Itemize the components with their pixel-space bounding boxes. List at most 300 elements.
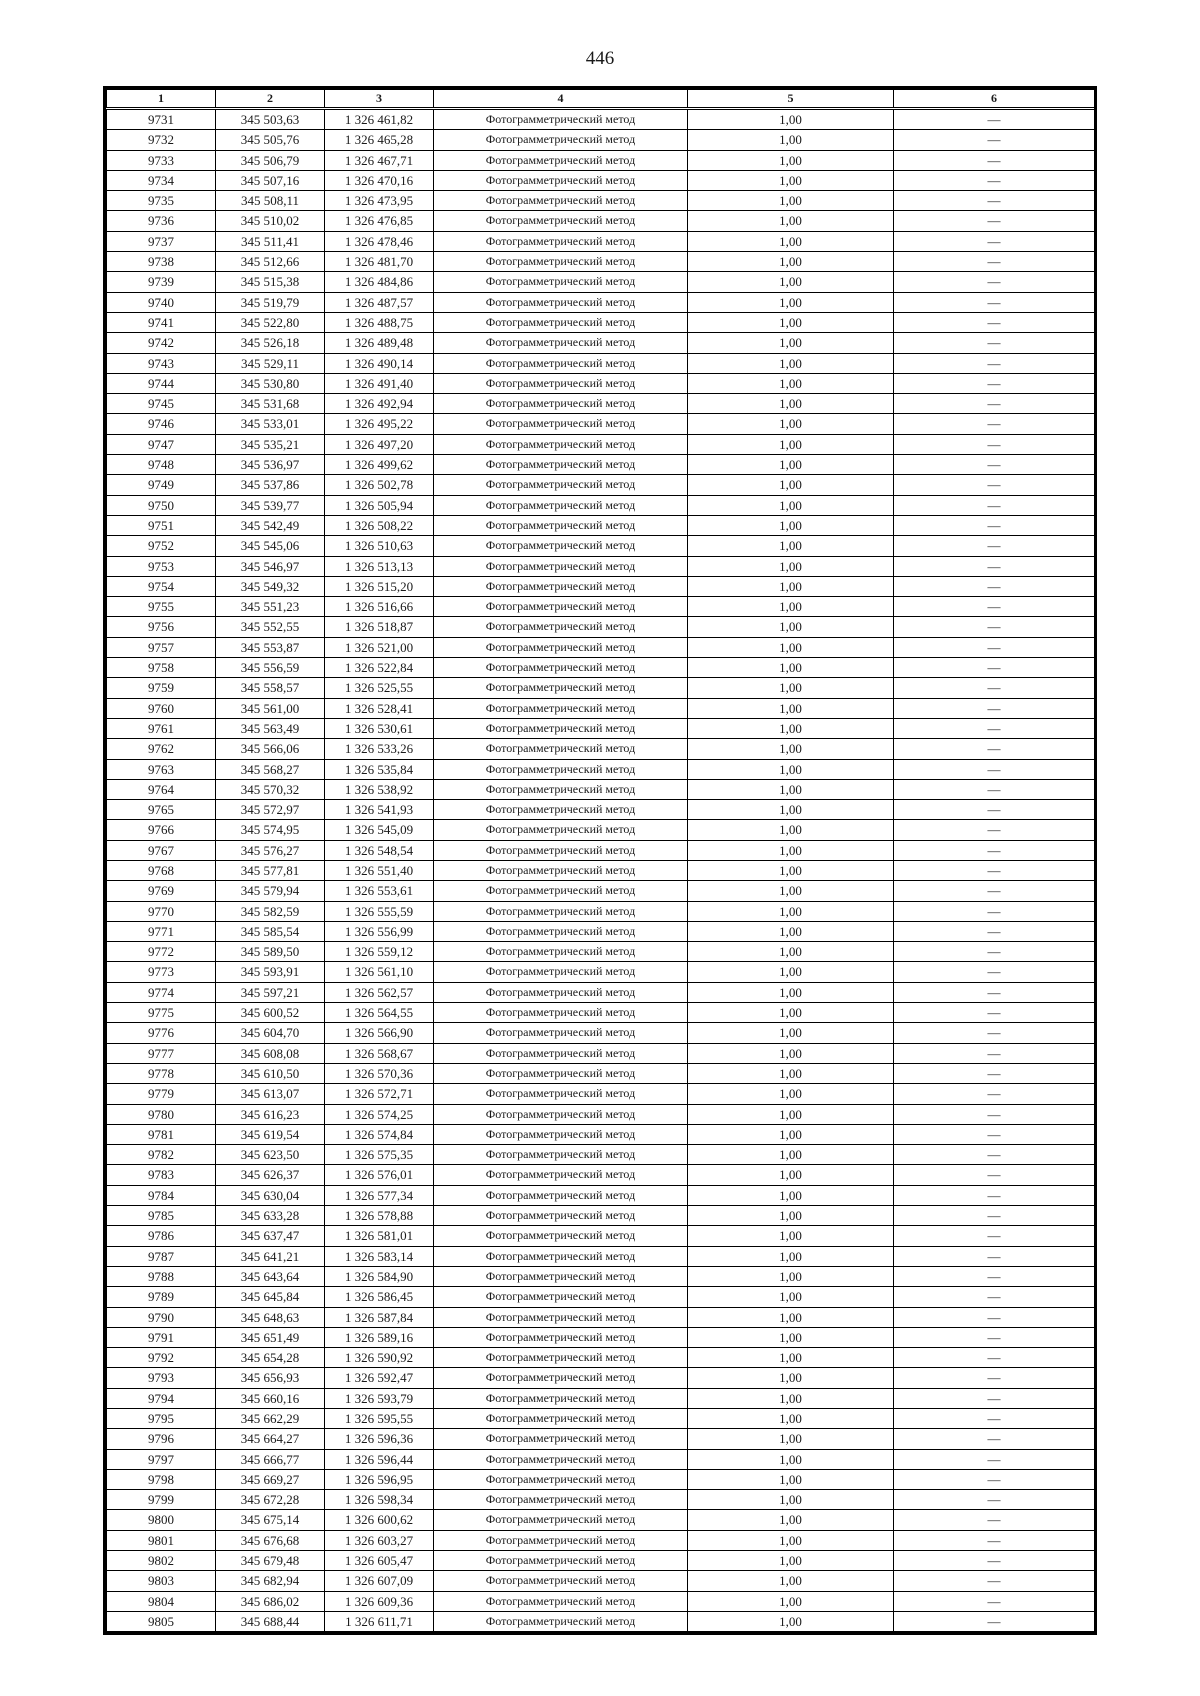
x-coordinate-cell: 345 506,79 xyxy=(216,150,325,170)
point-number-cell: 9789 xyxy=(107,1287,216,1307)
table-row xyxy=(107,1327,1095,1347)
y-coordinate-cell: 1 326 559,12 xyxy=(325,942,434,962)
note-cell: — xyxy=(894,191,1095,211)
y-coordinate-cell: 1 326 596,44 xyxy=(325,1449,434,1469)
note-cell: — xyxy=(894,1469,1095,1489)
note-cell: — xyxy=(894,312,1095,332)
method-cell: Фотограмметрический метод xyxy=(434,1490,688,1510)
table-row xyxy=(107,394,1095,414)
note-cell: — xyxy=(894,1185,1095,1205)
method-cell: Фотограмметрический метод xyxy=(434,800,688,820)
y-coordinate-cell: 1 326 589,16 xyxy=(325,1327,434,1347)
accuracy-cell: 1,00 xyxy=(688,1368,894,1388)
method-cell: Фотограмметрический метод xyxy=(434,272,688,292)
method-cell: Фотограмметрический метод xyxy=(434,678,688,698)
method-cell: Фотограмметрический метод xyxy=(434,1327,688,1347)
table-row xyxy=(107,1551,1095,1571)
accuracy-cell: 1,00 xyxy=(688,109,894,130)
method-cell: Фотограмметрический метод xyxy=(434,1348,688,1368)
y-coordinate-cell: 1 326 465,28 xyxy=(325,130,434,150)
table-row xyxy=(107,333,1095,353)
x-coordinate-cell: 345 542,49 xyxy=(216,515,325,535)
table-row xyxy=(107,698,1095,718)
accuracy-cell: 1,00 xyxy=(688,455,894,475)
x-coordinate-cell: 345 664,27 xyxy=(216,1429,325,1449)
method-cell: Фотограмметрический метод xyxy=(434,455,688,475)
method-cell: Фотограмметрический метод xyxy=(434,718,688,738)
point-number-cell: 9747 xyxy=(107,434,216,454)
method-cell: Фотограмметрический метод xyxy=(434,170,688,190)
accuracy-cell: 1,00 xyxy=(688,1388,894,1408)
accuracy-cell: 1,00 xyxy=(688,942,894,962)
note-cell: — xyxy=(894,1023,1095,1043)
method-cell: Фотограмметрический метод xyxy=(434,109,688,130)
y-coordinate-cell: 1 326 568,67 xyxy=(325,1043,434,1063)
x-coordinate-cell: 345 510,02 xyxy=(216,211,325,231)
y-coordinate-cell: 1 326 583,14 xyxy=(325,1246,434,1266)
point-number-cell: 9758 xyxy=(107,658,216,678)
table-row xyxy=(107,1591,1095,1611)
point-number-cell: 9738 xyxy=(107,252,216,272)
table-row xyxy=(107,191,1095,211)
point-number-cell: 9794 xyxy=(107,1388,216,1408)
x-coordinate-cell: 345 613,07 xyxy=(216,1084,325,1104)
point-number-cell: 9773 xyxy=(107,962,216,982)
y-coordinate-cell: 1 326 548,54 xyxy=(325,840,434,860)
table-row xyxy=(107,1003,1095,1023)
method-cell: Фотограмметрический метод xyxy=(434,739,688,759)
y-coordinate-cell: 1 326 576,01 xyxy=(325,1165,434,1185)
accuracy-cell: 1,00 xyxy=(688,495,894,515)
method-cell: Фотограмметрический метод xyxy=(434,597,688,617)
x-coordinate-cell: 345 566,06 xyxy=(216,739,325,759)
note-cell: — xyxy=(894,678,1095,698)
accuracy-cell: 1,00 xyxy=(688,414,894,434)
y-coordinate-cell: 1 326 484,86 xyxy=(325,272,434,292)
accuracy-cell: 1,00 xyxy=(688,394,894,414)
table-row xyxy=(107,1226,1095,1246)
y-coordinate-cell: 1 326 545,09 xyxy=(325,820,434,840)
method-cell: Фотограмметрический метод xyxy=(434,1246,688,1266)
note-cell: — xyxy=(894,455,1095,475)
note-cell: — xyxy=(894,597,1095,617)
method-cell: Фотограмметрический метод xyxy=(434,536,688,556)
x-coordinate-cell: 345 619,54 xyxy=(216,1124,325,1144)
point-number-cell: 9803 xyxy=(107,1571,216,1591)
y-coordinate-cell: 1 326 516,66 xyxy=(325,597,434,617)
x-coordinate-cell: 345 503,63 xyxy=(216,109,325,130)
point-number-cell: 9746 xyxy=(107,414,216,434)
x-coordinate-cell: 345 508,11 xyxy=(216,191,325,211)
accuracy-cell: 1,00 xyxy=(688,1003,894,1023)
x-coordinate-cell: 345 570,32 xyxy=(216,779,325,799)
accuracy-cell: 1,00 xyxy=(688,1510,894,1530)
note-cell: — xyxy=(894,637,1095,657)
point-number-cell: 9748 xyxy=(107,455,216,475)
x-coordinate-cell: 345 533,01 xyxy=(216,414,325,434)
point-number-cell: 9751 xyxy=(107,515,216,535)
column-header-2: 2 xyxy=(216,90,325,109)
accuracy-cell: 1,00 xyxy=(688,1104,894,1124)
point-number-cell: 9787 xyxy=(107,1246,216,1266)
x-coordinate-cell: 345 549,32 xyxy=(216,576,325,596)
x-coordinate-cell: 345 676,68 xyxy=(216,1530,325,1550)
point-number-cell: 9770 xyxy=(107,901,216,921)
table-row xyxy=(107,759,1095,779)
accuracy-cell: 1,00 xyxy=(688,1490,894,1510)
x-coordinate-cell: 345 597,21 xyxy=(216,982,325,1002)
note-cell: — xyxy=(894,800,1095,820)
note-cell: — xyxy=(894,170,1095,190)
note-cell: — xyxy=(894,1591,1095,1611)
point-number-cell: 9796 xyxy=(107,1429,216,1449)
point-number-cell: 9745 xyxy=(107,394,216,414)
accuracy-cell: 1,00 xyxy=(688,820,894,840)
x-coordinate-cell: 345 656,93 xyxy=(216,1368,325,1388)
note-cell: — xyxy=(894,1429,1095,1449)
point-number-cell: 9793 xyxy=(107,1368,216,1388)
y-coordinate-cell: 1 326 570,36 xyxy=(325,1063,434,1083)
x-coordinate-cell: 345 623,50 xyxy=(216,1145,325,1165)
accuracy-cell: 1,00 xyxy=(688,353,894,373)
x-coordinate-cell: 345 579,94 xyxy=(216,881,325,901)
x-coordinate-cell: 345 633,28 xyxy=(216,1206,325,1226)
x-coordinate-cell: 345 522,80 xyxy=(216,312,325,332)
y-coordinate-cell: 1 326 505,94 xyxy=(325,495,434,515)
y-coordinate-cell: 1 326 508,22 xyxy=(325,515,434,535)
accuracy-cell: 1,00 xyxy=(688,1327,894,1347)
y-coordinate-cell: 1 326 590,92 xyxy=(325,1348,434,1368)
accuracy-cell: 1,00 xyxy=(688,252,894,272)
y-coordinate-cell: 1 326 470,16 xyxy=(325,170,434,190)
accuracy-cell: 1,00 xyxy=(688,312,894,332)
accuracy-cell: 1,00 xyxy=(688,231,894,251)
table-row xyxy=(107,617,1095,637)
table-row xyxy=(107,1206,1095,1226)
accuracy-cell: 1,00 xyxy=(688,658,894,678)
table-row xyxy=(107,109,1095,130)
table-row xyxy=(107,292,1095,312)
y-coordinate-cell: 1 326 492,94 xyxy=(325,394,434,414)
method-cell: Фотограмметрический метод xyxy=(434,759,688,779)
y-coordinate-cell: 1 326 541,93 xyxy=(325,800,434,820)
y-coordinate-cell: 1 326 577,34 xyxy=(325,1185,434,1205)
table-row xyxy=(107,556,1095,576)
method-cell: Фотограмметрический метод xyxy=(434,1591,688,1611)
accuracy-cell: 1,00 xyxy=(688,1206,894,1226)
point-number-cell: 9786 xyxy=(107,1226,216,1246)
accuracy-cell: 1,00 xyxy=(688,962,894,982)
x-coordinate-cell: 345 572,97 xyxy=(216,800,325,820)
point-number-cell: 9797 xyxy=(107,1449,216,1469)
point-number-cell: 9743 xyxy=(107,353,216,373)
note-cell: — xyxy=(894,617,1095,637)
method-cell: Фотограмметрический метод xyxy=(434,1145,688,1165)
note-cell: — xyxy=(894,150,1095,170)
x-coordinate-cell: 345 558,57 xyxy=(216,678,325,698)
x-coordinate-cell: 345 545,06 xyxy=(216,536,325,556)
point-number-cell: 9742 xyxy=(107,333,216,353)
table-row xyxy=(107,312,1095,332)
x-coordinate-cell: 345 519,79 xyxy=(216,292,325,312)
table-row xyxy=(107,840,1095,860)
x-coordinate-cell: 345 553,87 xyxy=(216,637,325,657)
table-row xyxy=(107,800,1095,820)
note-cell: — xyxy=(894,820,1095,840)
point-number-cell: 9757 xyxy=(107,637,216,657)
y-coordinate-cell: 1 326 575,35 xyxy=(325,1145,434,1165)
note-cell: — xyxy=(894,394,1095,414)
method-cell: Фотограмметрический метод xyxy=(434,1571,688,1591)
accuracy-cell: 1,00 xyxy=(688,637,894,657)
x-coordinate-cell: 345 511,41 xyxy=(216,231,325,251)
note-cell: — xyxy=(894,1530,1095,1550)
method-cell: Фотограмметрический метод xyxy=(434,1551,688,1571)
note-cell: — xyxy=(894,1368,1095,1388)
point-number-cell: 9801 xyxy=(107,1530,216,1550)
point-number-cell: 9805 xyxy=(107,1611,216,1631)
accuracy-cell: 1,00 xyxy=(688,800,894,820)
accuracy-cell: 1,00 xyxy=(688,1165,894,1185)
table-row xyxy=(107,637,1095,657)
accuracy-cell: 1,00 xyxy=(688,272,894,292)
note-cell: — xyxy=(894,373,1095,393)
note-cell: — xyxy=(894,353,1095,373)
y-coordinate-cell: 1 326 490,14 xyxy=(325,353,434,373)
note-cell: — xyxy=(894,292,1095,312)
point-number-cell: 9795 xyxy=(107,1409,216,1429)
y-coordinate-cell: 1 326 487,57 xyxy=(325,292,434,312)
y-coordinate-cell: 1 326 518,87 xyxy=(325,617,434,637)
accuracy-cell: 1,00 xyxy=(688,617,894,637)
point-number-cell: 9752 xyxy=(107,536,216,556)
y-coordinate-cell: 1 326 488,75 xyxy=(325,312,434,332)
note-cell: — xyxy=(894,759,1095,779)
table-row xyxy=(107,373,1095,393)
accuracy-cell: 1,00 xyxy=(688,840,894,860)
point-number-cell: 9790 xyxy=(107,1307,216,1327)
method-cell: Фотограмметрический метод xyxy=(434,1226,688,1246)
method-cell: Фотограмметрический метод xyxy=(434,1124,688,1144)
y-coordinate-cell: 1 326 521,00 xyxy=(325,637,434,657)
table-row xyxy=(107,1409,1095,1429)
method-cell: Фотограмметрический метод xyxy=(434,353,688,373)
method-cell: Фотограмметрический метод xyxy=(434,1469,688,1489)
x-coordinate-cell: 345 675,14 xyxy=(216,1510,325,1530)
y-coordinate-cell: 1 326 564,55 xyxy=(325,1003,434,1023)
accuracy-cell: 1,00 xyxy=(688,1145,894,1165)
note-cell: — xyxy=(894,1165,1095,1185)
method-cell: Фотограмметрический метод xyxy=(434,495,688,515)
x-coordinate-cell: 345 507,16 xyxy=(216,170,325,190)
x-coordinate-cell: 345 608,08 xyxy=(216,1043,325,1063)
x-coordinate-cell: 345 531,68 xyxy=(216,394,325,414)
point-number-cell: 9775 xyxy=(107,1003,216,1023)
accuracy-cell: 1,00 xyxy=(688,130,894,150)
x-coordinate-cell: 345 552,55 xyxy=(216,617,325,637)
method-cell: Фотограмметрический метод xyxy=(434,982,688,1002)
x-coordinate-cell: 345 568,27 xyxy=(216,759,325,779)
accuracy-cell: 1,00 xyxy=(688,1429,894,1449)
method-cell: Фотограмметрический метод xyxy=(434,515,688,535)
accuracy-cell: 1,00 xyxy=(688,1246,894,1266)
point-number-cell: 9767 xyxy=(107,840,216,860)
point-number-cell: 9804 xyxy=(107,1591,216,1611)
method-cell: Фотограмметрический метод xyxy=(434,312,688,332)
y-coordinate-cell: 1 326 461,82 xyxy=(325,109,434,130)
y-coordinate-cell: 1 326 515,20 xyxy=(325,576,434,596)
table-row xyxy=(107,962,1095,982)
table-row xyxy=(107,1043,1095,1063)
method-cell: Фотограмметрический метод xyxy=(434,779,688,799)
note-cell: — xyxy=(894,109,1095,130)
x-coordinate-cell: 345 505,76 xyxy=(216,130,325,150)
method-cell: Фотограмметрический метод xyxy=(434,1266,688,1286)
point-number-cell: 9741 xyxy=(107,312,216,332)
method-cell: Фотограмметрический метод xyxy=(434,130,688,150)
x-coordinate-cell: 345 666,77 xyxy=(216,1449,325,1469)
table-row xyxy=(107,475,1095,495)
accuracy-cell: 1,00 xyxy=(688,150,894,170)
table-row xyxy=(107,921,1095,941)
y-coordinate-cell: 1 326 574,25 xyxy=(325,1104,434,1124)
point-number-cell: 9777 xyxy=(107,1043,216,1063)
method-cell: Фотограмметрический метод xyxy=(434,1530,688,1550)
point-number-cell: 9788 xyxy=(107,1266,216,1286)
method-cell: Фотограмметрический метод xyxy=(434,881,688,901)
method-cell: Фотограмметрический метод xyxy=(434,1429,688,1449)
x-coordinate-cell: 345 662,29 xyxy=(216,1409,325,1429)
note-cell: — xyxy=(894,1206,1095,1226)
x-coordinate-cell: 345 530,80 xyxy=(216,373,325,393)
method-cell: Фотограмметрический метод xyxy=(434,617,688,637)
accuracy-cell: 1,00 xyxy=(688,1043,894,1063)
coordinates-table xyxy=(103,86,1097,1635)
y-coordinate-cell: 1 326 467,71 xyxy=(325,150,434,170)
table-row xyxy=(107,739,1095,759)
method-cell: Фотограмметрический метод xyxy=(434,637,688,657)
note-cell: — xyxy=(894,211,1095,231)
accuracy-cell: 1,00 xyxy=(688,475,894,495)
method-cell: Фотограмметрический метод xyxy=(434,1023,688,1043)
point-number-cell: 9737 xyxy=(107,231,216,251)
method-cell: Фотограмметрический метод xyxy=(434,475,688,495)
y-coordinate-cell: 1 326 611,71 xyxy=(325,1611,434,1631)
method-cell: Фотограмметрический метод xyxy=(434,840,688,860)
table-row xyxy=(107,1185,1095,1205)
table-row xyxy=(107,536,1095,556)
note-cell: — xyxy=(894,1510,1095,1530)
x-coordinate-cell: 345 536,97 xyxy=(216,455,325,475)
accuracy-cell: 1,00 xyxy=(688,1611,894,1631)
y-coordinate-cell: 1 326 551,40 xyxy=(325,860,434,880)
x-coordinate-cell: 345 526,18 xyxy=(216,333,325,353)
y-coordinate-cell: 1 326 598,34 xyxy=(325,1490,434,1510)
x-coordinate-cell: 345 529,11 xyxy=(216,353,325,373)
table-row xyxy=(107,455,1095,475)
method-cell: Фотограмметрический метод xyxy=(434,414,688,434)
point-number-cell: 9732 xyxy=(107,130,216,150)
y-coordinate-cell: 1 326 574,84 xyxy=(325,1124,434,1144)
y-coordinate-cell: 1 326 533,26 xyxy=(325,739,434,759)
method-cell: Фотограмметрический метод xyxy=(434,231,688,251)
accuracy-cell: 1,00 xyxy=(688,1530,894,1550)
table-row xyxy=(107,860,1095,880)
point-number-cell: 9755 xyxy=(107,597,216,617)
table-row xyxy=(107,252,1095,272)
accuracy-cell: 1,00 xyxy=(688,779,894,799)
accuracy-cell: 1,00 xyxy=(688,1084,894,1104)
y-coordinate-cell: 1 326 473,95 xyxy=(325,191,434,211)
method-cell: Фотограмметрический метод xyxy=(434,1409,688,1429)
method-cell: Фотограмметрический метод xyxy=(434,394,688,414)
note-cell: — xyxy=(894,1104,1095,1124)
table-row xyxy=(107,1571,1095,1591)
accuracy-cell: 1,00 xyxy=(688,1551,894,1571)
note-cell: — xyxy=(894,1226,1095,1246)
x-coordinate-cell: 345 679,48 xyxy=(216,1551,325,1571)
note-cell: — xyxy=(894,1611,1095,1631)
accuracy-cell: 1,00 xyxy=(688,170,894,190)
table-row xyxy=(107,1023,1095,1043)
note-cell: — xyxy=(894,1307,1095,1327)
method-cell: Фотограмметрический метод xyxy=(434,1003,688,1023)
table-row xyxy=(107,881,1095,901)
table-row xyxy=(107,576,1095,596)
note-cell: — xyxy=(894,1571,1095,1591)
method-cell: Фотограмметрический метод xyxy=(434,1084,688,1104)
method-cell: Фотограмметрический метод xyxy=(434,1611,688,1631)
table-row xyxy=(107,1510,1095,1530)
y-coordinate-cell: 1 326 572,71 xyxy=(325,1084,434,1104)
accuracy-cell: 1,00 xyxy=(688,191,894,211)
x-coordinate-cell: 345 682,94 xyxy=(216,1571,325,1591)
y-coordinate-cell: 1 326 522,84 xyxy=(325,658,434,678)
y-coordinate-cell: 1 326 497,20 xyxy=(325,434,434,454)
y-coordinate-cell: 1 326 592,47 xyxy=(325,1368,434,1388)
point-number-cell: 9798 xyxy=(107,1469,216,1489)
table-row xyxy=(107,1490,1095,1510)
x-coordinate-cell: 345 648,63 xyxy=(216,1307,325,1327)
note-cell: — xyxy=(894,515,1095,535)
point-number-cell: 9756 xyxy=(107,617,216,637)
y-coordinate-cell: 1 326 607,09 xyxy=(325,1571,434,1591)
y-coordinate-cell: 1 326 555,59 xyxy=(325,901,434,921)
note-cell: — xyxy=(894,414,1095,434)
note-cell: — xyxy=(894,840,1095,860)
note-cell: — xyxy=(894,860,1095,880)
table-row xyxy=(107,1124,1095,1144)
x-coordinate-cell: 345 593,91 xyxy=(216,962,325,982)
method-cell: Фотограмметрический метод xyxy=(434,1063,688,1083)
point-number-cell: 9731 xyxy=(107,109,216,130)
note-cell: — xyxy=(894,1124,1095,1144)
method-cell: Фотограмметрический метод xyxy=(434,1388,688,1408)
x-coordinate-cell: 345 512,66 xyxy=(216,252,325,272)
table-row xyxy=(107,597,1095,617)
y-coordinate-cell: 1 326 481,70 xyxy=(325,252,434,272)
method-cell: Фотограмметрический метод xyxy=(434,556,688,576)
note-cell: — xyxy=(894,434,1095,454)
note-cell: — xyxy=(894,252,1095,272)
accuracy-cell: 1,00 xyxy=(688,597,894,617)
accuracy-cell: 1,00 xyxy=(688,982,894,1002)
accuracy-cell: 1,00 xyxy=(688,1226,894,1246)
point-number-cell: 9734 xyxy=(107,170,216,190)
point-number-cell: 9735 xyxy=(107,191,216,211)
note-cell: — xyxy=(894,495,1095,515)
method-cell: Фотограмметрический метод xyxy=(434,1185,688,1205)
